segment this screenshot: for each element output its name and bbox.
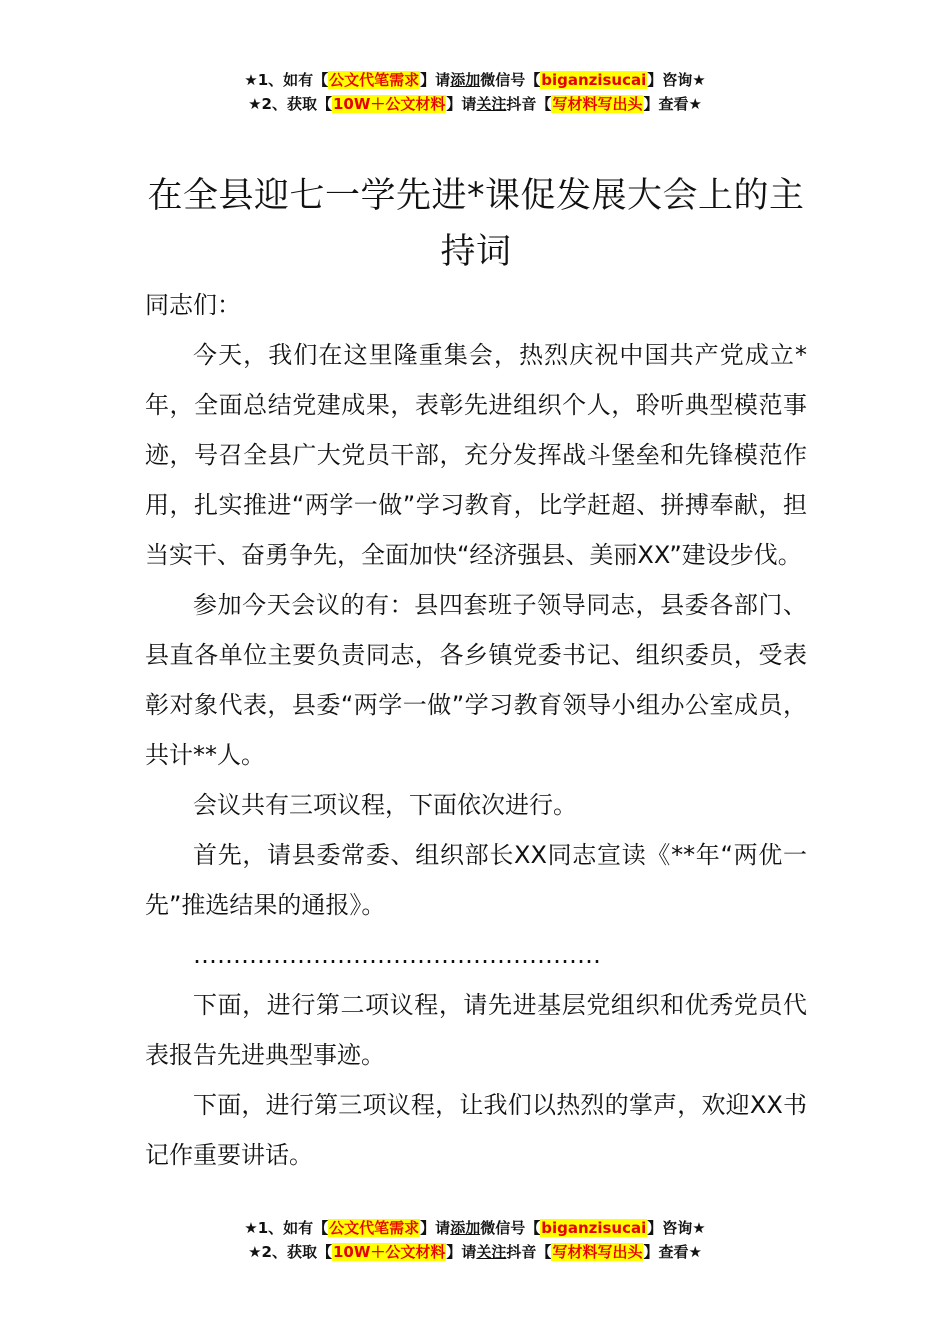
highlight-materials: 10W＋公文材料 <box>332 95 446 113</box>
highlight-wechat-id: biganzisucai <box>541 71 647 89</box>
document-body <box>145 168 807 1180</box>
emphasis-follow: 关注 <box>476 95 507 113</box>
paragraph-attendees: 参加今天会议的有：县四套班子领导同志，县委各部门、县直各单位主要负责同志，各乡镇党委书记、组织委员，受表彰对象代表，县委“两学一做”学习教育领导小组办公室成员，共计**人。 <box>145 591 807 769</box>
paragraph-third-item: 下面，进行第三项议程，让我们以热烈的掌声，欢迎XX书记作重要讲话。 <box>145 1091 807 1169</box>
ellipsis-separator: …………………………………………… <box>193 941 601 969</box>
banner-line-1: ★1、如有【公文代笔需求】请添加微信号【biganzisucai】咨询★ <box>244 71 706 89</box>
highlight-service: 公文代笔需求 <box>329 71 420 89</box>
emphasis-add: 添加 <box>450 71 481 89</box>
paragraph-second-item: 下面，进行第二项议程，请先进基层党组织和优秀党员代表报告先进典型事迹。 <box>145 991 807 1069</box>
paragraph-opening: 今天，我们在这里隆重集会，热烈庆祝中国共产党成立*年，全面总结党建成果，表彰先进组织个人，聆听典型模范事迹，号召全县广大党员干部，充分发挥战斗堡垒和先锋模范作用，扎实推进“两学一做”学习教育，比学赶超、拼搏奉献，担当实干、奋勇争先，全面加快“经济强县、美丽XX”建设步伐。 <box>145 341 807 569</box>
highlight-douyin-id: 写材料写出头 <box>552 1243 643 1261</box>
highlight-service: 公文代笔需求 <box>329 1219 420 1237</box>
header-banner <box>0 68 950 116</box>
banner-line-1: ★1、如有【公文代笔需求】请添加微信号【biganzisucai】咨询★ <box>244 1219 706 1237</box>
emphasis-follow: 关注 <box>476 1243 507 1261</box>
document-content <box>145 280 807 1180</box>
emphasis-add: 添加 <box>450 1219 481 1237</box>
highlight-materials: 10W＋公文材料 <box>332 1243 446 1261</box>
paragraph-first-item: 首先，请县委常委、组织部长XX同志宣读《**年“两优一先”推选结果的通报》。 <box>145 841 807 919</box>
banner-line-2: ★2、获取【10W＋公文材料】请关注抖音【写材料写出头】查看★ <box>248 95 702 113</box>
banner-line-2: ★2、获取【10W＋公文材料】请关注抖音【写材料写出头】查看★ <box>248 1243 702 1261</box>
footer-banner <box>0 1216 950 1264</box>
paragraph-agenda: 会议共有三项议程，下面依次进行。 <box>193 791 577 819</box>
document-title: 在全县迎七一学先进*课促发展大会上的主持词 <box>147 176 805 272</box>
salutation: 同志们： <box>145 291 241 319</box>
highlight-wechat-id: biganzisucai <box>541 1219 647 1237</box>
highlight-douyin-id: 写材料写出头 <box>552 95 643 113</box>
